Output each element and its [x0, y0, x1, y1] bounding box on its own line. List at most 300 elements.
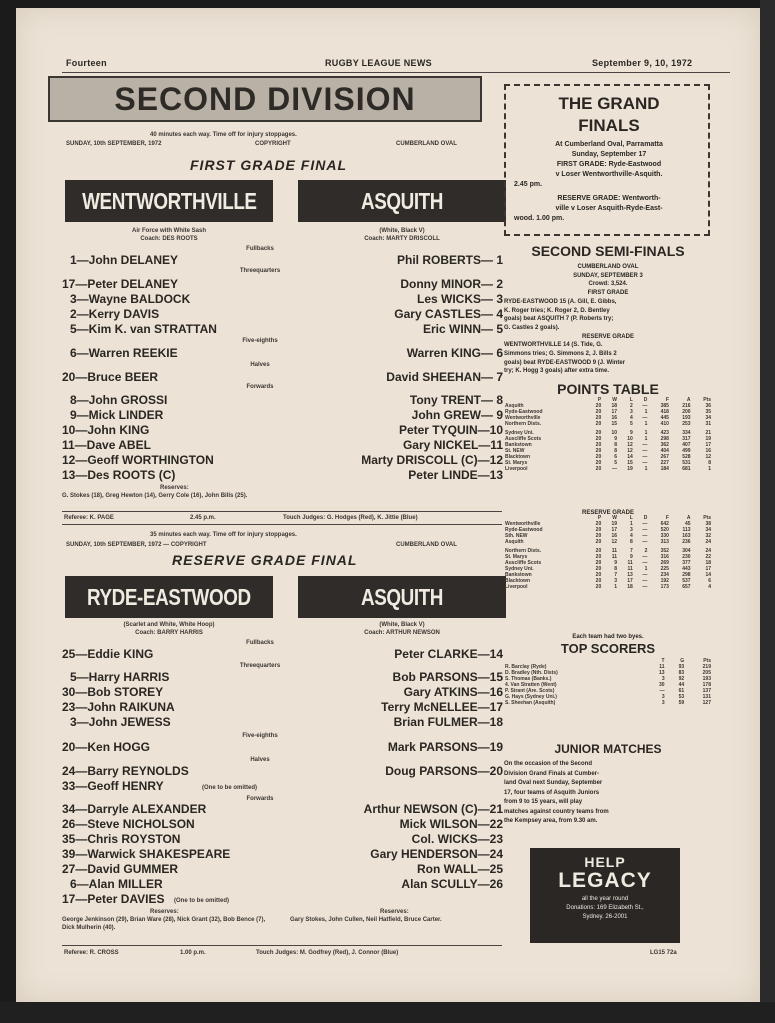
- team-name-cell: G. Hays (Sydney Uni.): [505, 694, 557, 700]
- stat-cell: 11: [659, 664, 665, 670]
- rg-touch-judges: Touch Judges: M. Godfrey (Red), J. Connor (Blue): [256, 950, 399, 956]
- stat-cell: 20: [595, 454, 602, 460]
- stat-cell: 20: [595, 578, 602, 584]
- rg-away-player: Bob PARSONS—15: [392, 670, 503, 684]
- top-scorers-table: [504, 658, 712, 706]
- fg-pos-five-eighths: Five-eighths: [242, 338, 278, 344]
- footer-code: LG15 72a: [650, 950, 677, 956]
- stat-cell: —: [642, 560, 648, 566]
- fg-pos-forwards: Forwards: [246, 384, 274, 390]
- fg-away-player: Les WICKS— 3: [416, 292, 503, 306]
- fg-home-player: 1—John DELANEY: [70, 253, 179, 267]
- rg-home-player: 27—David GUMMER: [62, 862, 179, 876]
- rg-omitted-note-2: (One to be omitted): [174, 898, 229, 904]
- junior-line: 17, four teams of Asquith Juniors: [504, 789, 600, 796]
- stat-cell: 3: [661, 694, 665, 700]
- stat-cell: 178: [702, 682, 711, 688]
- stat-cell: 316: [660, 554, 669, 560]
- stat-cell: 681: [682, 466, 691, 472]
- points-table-title: POINTS TABLE: [557, 381, 659, 397]
- stat-cell: 35: [705, 409, 711, 415]
- stat-cell: 16: [611, 533, 618, 539]
- stat-cell: 3: [661, 700, 665, 706]
- stat-cell: 253: [682, 421, 691, 427]
- rg-home-player: 34—Darryle ALEXANDER: [62, 802, 207, 816]
- gf-title-2: FINALS: [578, 116, 640, 135]
- stat-cell: 13: [627, 572, 633, 578]
- rg-away-player: Arthur NEWSON (C)—21: [363, 802, 503, 816]
- fg-rule: [62, 511, 502, 512]
- stat-cell: 205: [702, 670, 711, 676]
- stat-cell: 531: [682, 460, 691, 466]
- grand-finals-box: [504, 84, 710, 236]
- fg-away-coach: Coach: MARTY DRISCOLL: [364, 236, 440, 242]
- gf-line: At Cumberland Oval, Parramatta: [555, 141, 663, 148]
- stat-cell: 14: [705, 572, 711, 578]
- stat-cell: 1: [644, 421, 648, 427]
- stat-cell: 1: [644, 409, 648, 415]
- fg-away-player: David SHEEHAN— 7: [386, 370, 503, 384]
- stat-cell: 24: [705, 548, 711, 554]
- stat-cell: —: [642, 533, 648, 539]
- table-row: [504, 466, 712, 472]
- semi-line: try; K. Hogg 3 goals) after extra time.: [504, 368, 610, 375]
- stat-cell: 17: [705, 566, 711, 572]
- stat-cell: 15: [627, 460, 633, 466]
- legacy-line1: all the year round: [581, 896, 629, 902]
- stat-cell: 537: [682, 578, 691, 584]
- fg-home-player: 8—John GROSSI: [70, 393, 168, 407]
- table-header-cell: F: [665, 397, 669, 403]
- stat-cell: 1: [644, 566, 648, 572]
- fg-copyright: COPYRIGHT: [255, 141, 291, 147]
- stat-cell: 53: [678, 694, 685, 700]
- rg-home-player: 5—Harry HARRIS: [70, 670, 170, 684]
- stat-cell: 407: [682, 442, 691, 448]
- stat-cell: 20: [595, 527, 602, 533]
- stat-cell: —: [642, 454, 648, 460]
- stat-cell: 4: [630, 415, 633, 421]
- stat-cell: 59: [678, 700, 685, 706]
- fg-away-player: Peter LINDE—13: [408, 468, 503, 482]
- rg-away-player: Peter CLARKE—14: [394, 647, 503, 661]
- rg-away-coach: Coach: ARTHUR NEWSON: [364, 630, 440, 636]
- fg-away-player: Marty DRISCOLL (C)—12: [361, 453, 503, 467]
- stat-cell: 20: [595, 430, 602, 436]
- fg-home-player: 11—Dave ABEL: [62, 438, 151, 452]
- rg-home-reserves: George Jenkinson (29), Brian Ware (28), Nick Grant (32), Bob Bence (7), Dick Mulherin (40).: [62, 917, 266, 931]
- stat-cell: 269: [660, 560, 669, 566]
- stat-cell: 44: [678, 682, 685, 688]
- stat-cell: 12: [611, 539, 618, 545]
- team-name-cell: Wentworthville: [505, 415, 541, 421]
- team-name-cell: Bankstown: [505, 442, 532, 448]
- stat-cell: 92: [678, 676, 685, 682]
- fg-away-colours: (White, Black V): [379, 228, 425, 234]
- fg-home-player: 2—Kerry DAVIS: [70, 307, 160, 321]
- table-header-cell: Pts: [703, 397, 711, 403]
- junior-matches-title: JUNIOR MATCHES: [554, 742, 662, 756]
- rg-pos-halves: Halves: [250, 757, 270, 763]
- rg-rule: [62, 945, 502, 946]
- semi-line: CUMBERLAND OVAL: [577, 264, 639, 270]
- junior-line: matches against country teams from: [504, 808, 609, 815]
- fg-home-player: 5—Kim K. van STRATTAN: [70, 322, 217, 336]
- legacy-line3: Sydney. 26-2001: [582, 914, 628, 920]
- rg-away-reserves-label: Reserves:: [380, 909, 409, 915]
- stat-cell: —: [659, 688, 665, 694]
- stat-cell: 1: [630, 521, 633, 527]
- stat-cell: 13: [659, 670, 665, 676]
- fg-date: SUNDAY, 10th SEPTEMBER, 1972: [66, 141, 162, 147]
- team-name-cell: Asquith: [505, 539, 524, 545]
- stat-cell: 5: [630, 421, 633, 427]
- rg-home-player: 3—John JEWESS: [70, 715, 171, 729]
- stat-cell: —: [642, 578, 648, 584]
- fg-venue: CUMBERLAND OVAL: [396, 141, 457, 147]
- team-name-cell: Northern Dists.: [505, 421, 542, 427]
- table-row: [504, 421, 712, 427]
- semi-finals-title: SECOND SEMI-FINALS: [531, 243, 685, 259]
- table-header-cell: P: [597, 397, 602, 403]
- stat-cell: 5: [614, 460, 618, 466]
- stat-cell: 14: [627, 454, 633, 460]
- stat-cell: 21: [705, 430, 711, 436]
- fg-away-player: Gary CASTLES— 4: [394, 307, 503, 321]
- stat-cell: 19: [627, 466, 633, 472]
- rg-away-player: Mick WILSON—22: [399, 817, 503, 831]
- stat-cell: 34: [705, 415, 711, 421]
- table-row: [504, 539, 712, 545]
- stat-cell: 18: [611, 403, 618, 409]
- stat-cell: 20: [595, 403, 602, 409]
- stat-cell: 127: [702, 700, 711, 706]
- scan-edge-right: [760, 0, 775, 1023]
- team-name-cell: Northern Dists.: [505, 548, 542, 554]
- fg-note: 40 minutes each way. Time off for injury stoppages.: [150, 132, 297, 138]
- stat-cell: 30: [659, 682, 665, 688]
- semi-line: RYDE-EASTWOOD 15 (A. Gill, E. Gibbs,: [504, 298, 617, 305]
- stat-cell: 298: [682, 572, 691, 578]
- table-header-cell: D: [643, 515, 648, 521]
- rg-home-player: 24—Barry REYNOLDS: [62, 764, 189, 778]
- stat-cell: 236: [682, 539, 691, 545]
- table-header-cell: A: [686, 515, 691, 521]
- table-row: [504, 700, 712, 706]
- stat-cell: 19: [611, 521, 618, 527]
- rg-home-player: 25—Eddie KING: [62, 647, 154, 661]
- fg-time: 2.45 p.m.: [190, 515, 216, 521]
- stat-cell: 6: [708, 578, 711, 584]
- stat-cell: 20: [595, 448, 602, 454]
- fg-away-team: ASQUITH: [298, 180, 506, 222]
- stat-cell: 22: [705, 554, 711, 560]
- stat-cell: 219: [702, 664, 711, 670]
- stat-cell: 418: [660, 409, 669, 415]
- stat-cell: 20: [595, 421, 602, 427]
- rg-away-player: Col. WICKS—23: [411, 832, 503, 846]
- stat-cell: 20: [595, 436, 602, 442]
- legacy-line2: Donations: 169 Elizabeth St.,: [566, 905, 644, 911]
- team-name-cell: D. Bradley (Nth. Dists): [505, 670, 558, 676]
- team-name-cell: Ryde-Eastwood: [505, 409, 543, 415]
- stat-cell: 6: [614, 454, 618, 460]
- team-name-cell: Wentworthville: [505, 521, 541, 527]
- fg-home-player: 3—Wayne BALDOCK: [70, 292, 191, 306]
- stat-cell: 7: [630, 548, 633, 554]
- team-name-cell: Blacktown: [505, 578, 531, 584]
- stat-cell: 17: [611, 409, 618, 415]
- team-name-cell: Asquith: [505, 403, 524, 409]
- table-header-cell: W: [612, 397, 618, 403]
- stat-cell: 9: [630, 554, 633, 560]
- stat-cell: —: [642, 403, 648, 409]
- stat-cell: 20: [595, 539, 602, 545]
- semi-line: G. Castles 2 goals).: [504, 324, 560, 331]
- junior-line: On the occasion of the Second: [504, 761, 593, 767]
- stat-cell: 267: [660, 454, 669, 460]
- stat-cell: 20: [595, 409, 602, 415]
- stat-cell: 404: [660, 448, 669, 454]
- stat-cell: 12: [705, 454, 711, 460]
- semi-line: goals) beat RYDE-EASTWOOD 9 (J. Winter: [504, 359, 626, 366]
- stat-cell: —: [642, 554, 648, 560]
- stat-cell: —: [642, 539, 648, 545]
- stat-cell: 528: [682, 454, 691, 460]
- stat-cell: 20: [595, 533, 602, 539]
- gf-title-1: THE GRAND: [558, 94, 660, 113]
- rg-home-player: 33—Geoff HENRY: [62, 779, 164, 793]
- stat-cell: 443: [682, 566, 691, 572]
- stat-cell: —: [642, 572, 648, 578]
- legacy-advert: [530, 848, 680, 943]
- points-table-footnote: Each team had two byes.: [572, 634, 644, 640]
- stat-cell: 193: [682, 415, 691, 421]
- stat-cell: 193: [702, 676, 711, 682]
- stat-cell: 2: [644, 548, 648, 554]
- table-header-cell: A: [686, 397, 691, 403]
- stat-cell: 20: [595, 442, 602, 448]
- scan-edge-bottom: [0, 1002, 775, 1023]
- stat-cell: 8: [614, 448, 618, 454]
- fg-away-player: Phil ROBERTS— 1: [396, 253, 503, 267]
- stat-cell: 9: [614, 436, 618, 442]
- stat-cell: 20: [595, 554, 602, 560]
- stat-cell: 385: [660, 403, 669, 409]
- team-name-cell: St. Marys: [505, 554, 528, 560]
- rg-home-player: 30—Bob STOREY: [62, 685, 164, 699]
- table-header-cell: W: [612, 515, 618, 521]
- stat-cell: 20: [595, 548, 602, 554]
- stat-cell: 317: [682, 436, 691, 442]
- rg-away-player: Doug PARSONS—20: [385, 764, 503, 778]
- rg-away-player: Mark PARSONS—19: [387, 740, 503, 754]
- fg-away-player: Eric WINN— 5: [422, 322, 503, 336]
- stat-cell: —: [612, 466, 618, 472]
- team-name-cell: S. Thomas (Banks.): [505, 676, 552, 682]
- rg-away-player: Gary HENDERSON—24: [370, 847, 503, 861]
- team-name-cell: Liverpool: [505, 584, 528, 590]
- fg-home-coach: Coach: DES ROOTS: [140, 236, 198, 242]
- fg-home-player: 12—Geoff WORTHINGTON: [62, 453, 214, 467]
- stat-cell: 45: [684, 521, 691, 527]
- stat-cell: 304: [682, 548, 691, 554]
- semi-line: goals) beat ASQUITH 7 (P. Roberts try;: [504, 316, 614, 323]
- stat-cell: 19: [705, 436, 711, 442]
- rg-away-player: Terry McNELLEE—17: [381, 700, 503, 714]
- team-name-cell: Sth. NEW: [505, 533, 528, 539]
- stat-cell: 225: [660, 566, 669, 572]
- stat-cell: 10: [611, 430, 618, 436]
- semi-line: WENTWORTHVILLE 14 (S. Tide, G.: [504, 342, 603, 349]
- stat-cell: 131: [702, 694, 711, 700]
- stat-cell: 2: [630, 403, 633, 409]
- stat-cell: 18: [705, 560, 711, 566]
- stat-cell: 216: [682, 403, 691, 409]
- fg-home-team: WENTWORTHVILLE: [65, 180, 273, 222]
- table-header-cell: D: [643, 397, 648, 403]
- stat-cell: 34: [705, 527, 711, 533]
- table-header-cell: P: [597, 515, 602, 521]
- fg-pos-fullbacks: Fullbacks: [246, 246, 274, 252]
- rg-date: SUNDAY, 10th SEPTEMBER, 1972 — COPYRIGHT: [66, 542, 207, 548]
- stat-cell: 8: [614, 566, 618, 572]
- team-name-cell: Auscliffe Scots: [505, 560, 542, 566]
- stat-cell: 16: [611, 415, 618, 421]
- gf-line: RESERVE GRADE: Wentworth-: [557, 195, 661, 202]
- stat-cell: 93: [678, 664, 685, 670]
- rg-referee: Referee: R. CROSS: [64, 950, 119, 956]
- rg-away-player: Ron WALL—25: [417, 862, 503, 876]
- stat-cell: 173: [660, 584, 669, 590]
- stat-cell: 9: [630, 430, 633, 436]
- team-name-cell: Sydney Uni.: [505, 430, 534, 436]
- semi-line: RESERVE GRADE: [582, 333, 634, 340]
- stat-cell: 36: [705, 403, 711, 409]
- fg-home-player: 13—Des ROOTS (C): [62, 468, 176, 482]
- rg-pos-forwards: Forwards: [246, 796, 274, 802]
- rg-pos-five-eighths: Five-eighths: [242, 733, 278, 739]
- stat-cell: 192: [660, 578, 669, 584]
- stat-cell: —: [642, 460, 648, 466]
- stat-cell: —: [642, 442, 648, 448]
- stat-cell: 410: [660, 421, 669, 427]
- fg-pos-halves: Halves: [250, 362, 270, 368]
- table-header-cell: G: [680, 658, 685, 664]
- stat-cell: 230: [682, 554, 691, 560]
- table-header-cell: F: [665, 515, 669, 521]
- rg-away-player: Alan SCULLY—26: [401, 877, 503, 891]
- rg-venue: CUMBERLAND OVAL: [396, 542, 457, 548]
- stat-cell: 12: [627, 448, 633, 454]
- stat-cell: 1: [708, 466, 711, 472]
- legacy-word: LEGACY: [558, 869, 652, 892]
- team-name-cell: Ryde-Eastwood: [505, 527, 543, 533]
- semi-line: Crowd: 3,524.: [588, 281, 628, 288]
- gf-line: v Loser Wentworthville-Asquith.: [555, 171, 663, 178]
- stat-cell: —: [642, 415, 648, 421]
- stat-cell: 20: [595, 584, 602, 590]
- fg-home-player: 20—Bruce BEER: [62, 370, 159, 384]
- legacy-help: HELP: [584, 854, 626, 870]
- rg-home-player: 26—Steve NICHOLSON: [62, 817, 195, 831]
- stat-cell: 20: [595, 466, 602, 472]
- reserve-grade-label: RESERVE GRADE: [582, 510, 634, 516]
- table-row: [504, 584, 712, 590]
- rg-away-team: ASQUITH: [298, 576, 506, 618]
- rg-title: RESERVE GRADE FINAL: [172, 552, 358, 568]
- stat-cell: 17: [627, 578, 633, 584]
- table-header-cell: T: [661, 658, 665, 664]
- rg-home-player: 39—Warwick SHAKESPEARE: [62, 847, 231, 861]
- stat-cell: 313: [660, 539, 669, 545]
- stat-cell: 11: [627, 560, 633, 566]
- team-name-cell: St. NEW: [505, 448, 525, 454]
- stat-cell: 8: [630, 539, 633, 545]
- gf-line: FIRST GRADE: Ryde-Eastwood: [556, 161, 662, 168]
- stat-cell: 1: [644, 436, 648, 442]
- junior-line: Division Grand Finals at Cumber-: [504, 770, 600, 777]
- rg-away-colours: (White, Black V): [379, 622, 425, 628]
- fg-away-player: John GREW— 9: [411, 408, 503, 422]
- publication-name: RUGBY LEAGUE NEWS: [325, 58, 432, 68]
- stat-cell: 18: [627, 584, 633, 590]
- fg-title: FIRST GRADE FINAL: [190, 157, 347, 173]
- semi-line: Simmons tries; G. Simmons 2, J. Bills 2: [504, 351, 617, 357]
- fg-touch-judges: Touch Judges: G. Hodges (Red), K. Jittie (Blue): [283, 515, 418, 521]
- stat-cell: 12: [627, 442, 633, 448]
- table-header-cell: L: [629, 515, 633, 521]
- stat-cell: 9: [614, 560, 618, 566]
- team-name-cell: Sydney Uni.: [505, 566, 534, 572]
- stat-cell: —: [642, 521, 648, 527]
- stat-cell: —: [642, 527, 648, 533]
- stat-cell: 352: [660, 548, 669, 554]
- semi-line: FIRST GRADE: [587, 290, 629, 297]
- rg-away-reserves: Gary Stokes, John Cullen, Neil Hatfield, Bruce Carter.: [290, 917, 442, 923]
- rg-home-reserves-label: Reserves:: [150, 909, 179, 915]
- rg-pos-threequarters: Threequarters: [239, 663, 281, 669]
- fg-rule-2: [62, 524, 502, 525]
- stat-cell: 20: [595, 415, 602, 421]
- stat-cell: 8: [614, 442, 618, 448]
- gf-line: Sunday, September 17: [571, 151, 647, 158]
- stat-cell: 330: [660, 533, 669, 539]
- fg-away-player: Warren KING— 6: [406, 346, 503, 360]
- team-name-cell: Auscliffe Scots: [505, 436, 542, 442]
- stat-cell: 8: [708, 460, 711, 466]
- junior-line: from 9 to 15 years, will play: [504, 799, 583, 805]
- fg-away-player: Donny MINOR— 2: [400, 277, 503, 291]
- stat-cell: 3: [614, 578, 618, 584]
- stat-cell: 3: [661, 676, 665, 682]
- stat-cell: 200: [682, 409, 691, 415]
- stat-cell: 83: [678, 670, 685, 676]
- points-table-first-grade: [504, 397, 712, 472]
- stat-cell: 137: [702, 688, 711, 694]
- fg-home-player: 17—Peter DELANEY: [62, 277, 179, 291]
- stat-cell: 362: [660, 442, 669, 448]
- stat-cell: —: [642, 584, 648, 590]
- fg-reserves-label: Reserves:: [160, 485, 189, 491]
- stat-cell: 184: [660, 466, 669, 472]
- team-name-cell: Liverpool: [505, 466, 528, 472]
- rg-omitted-note-1: (One to be omitted): [202, 785, 257, 791]
- header-rule: [62, 72, 730, 73]
- stat-cell: 7: [614, 572, 618, 578]
- fg-home-colours: Air Force with White Sash: [131, 228, 206, 234]
- stat-cell: 20: [595, 560, 602, 566]
